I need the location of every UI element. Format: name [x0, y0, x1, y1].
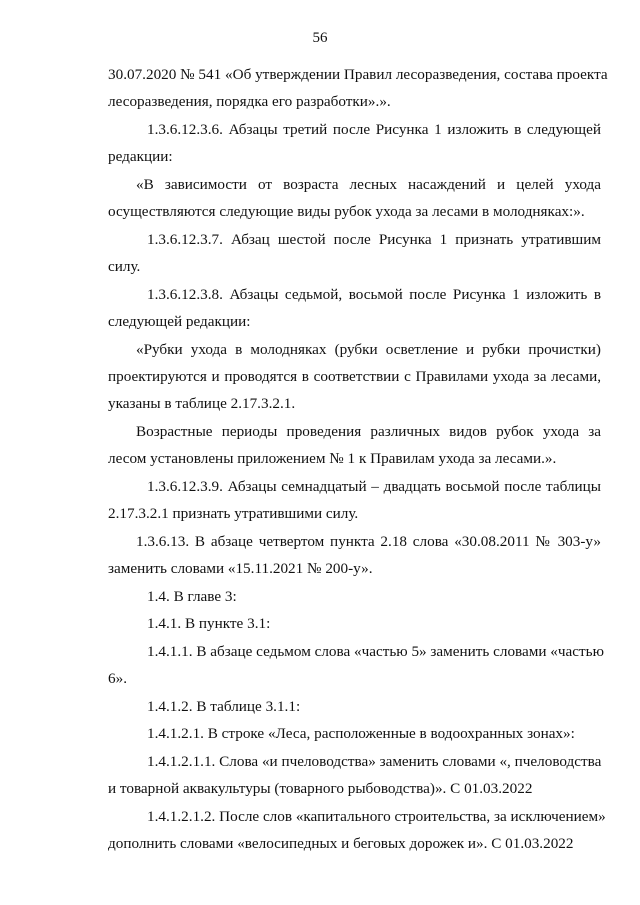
text-line: 1.3.6.12.3.8. Абзацы седьмой, восьмой после Рисунка 1 изложить в: [147, 286, 601, 303]
text-line: лесом установлены приложением № 1 к Правилам ухода за лесами.».: [108, 450, 557, 467]
text-line: 1.3.6.12.3.6. Абзацы третий после Рисунка 1 изложить в следующей: [147, 121, 601, 138]
text-line: проектируются и проводятся в соответствии с Правилами ухода за лесами,: [108, 368, 601, 385]
text-line: 1.4.1.2.1.1. Слова «и пчеловодства» заменить словами «, пчеловодства: [147, 753, 602, 770]
text-line: 1.4. В главе 3:: [147, 588, 237, 605]
text-line: осуществляются следующие виды рубок ухода за лесами в молодняках:».: [108, 203, 585, 220]
text-line: указаны в таблице 2.17.3.2.1.: [108, 395, 296, 412]
text-line: 1.4.1.2.1. В строке «Леса, расположенные в водоохранных зонах»:: [147, 725, 575, 742]
text-line: редакции:: [108, 148, 173, 165]
text-line: «В зависимости от возраста лесных насаждений и целей ухода: [136, 176, 601, 193]
text-line: следующей редакции:: [108, 313, 251, 330]
text-line: 1.4.1.1. В абзаце седьмом слова «частью 5» заменить словами «частью: [147, 643, 604, 660]
text-line: 1.3.6.13. В абзаце четвертом пункта 2.18 слова «30.08.2011 № 303-у»: [136, 533, 601, 550]
text-line: 1.4.1. В пункте 3.1:: [147, 615, 271, 632]
page-number: 56: [312, 30, 328, 46]
text-line: заменить словами «15.11.2021 № 200-у».: [108, 560, 373, 577]
text-line: и товарной аквакультуры (товарного рыбоводства)». С 01.03.2022: [108, 780, 533, 797]
text-line: 30.07.2020 № 541 «Об утверждении Правил лесоразведения, состава проекта: [108, 66, 608, 83]
text-line: дополнить словами «велосипедных и беговых дорожек и». С 01.03.2022: [108, 835, 574, 852]
text-line: силу.: [108, 258, 141, 275]
text-line: лесоразведения, порядка его разработки».».: [108, 93, 391, 110]
text-line: 1.3.6.12.3.9. Абзацы семнадцатый – двадцать восьмой после таблицы: [147, 478, 601, 495]
text-line: Возрастные периоды проведения различных видов рубок ухода за: [136, 423, 601, 440]
text-line: 1.4.1.2. В таблице 3.1.1:: [147, 698, 301, 715]
text-line: 1.3.6.12.3.7. Абзац шестой после Рисунка 1 признать утратившим: [147, 231, 601, 248]
text-line: 2.17.3.2.1 признать утратившими силу.: [108, 505, 359, 522]
text-line: «Рубки ухода в молодняках (рубки осветление и рубки прочистки): [136, 341, 601, 358]
text-line: 1.4.1.2.1.2. После слов «капитального строительства, за исключением»: [147, 808, 606, 825]
text-line: 6».: [108, 670, 127, 687]
